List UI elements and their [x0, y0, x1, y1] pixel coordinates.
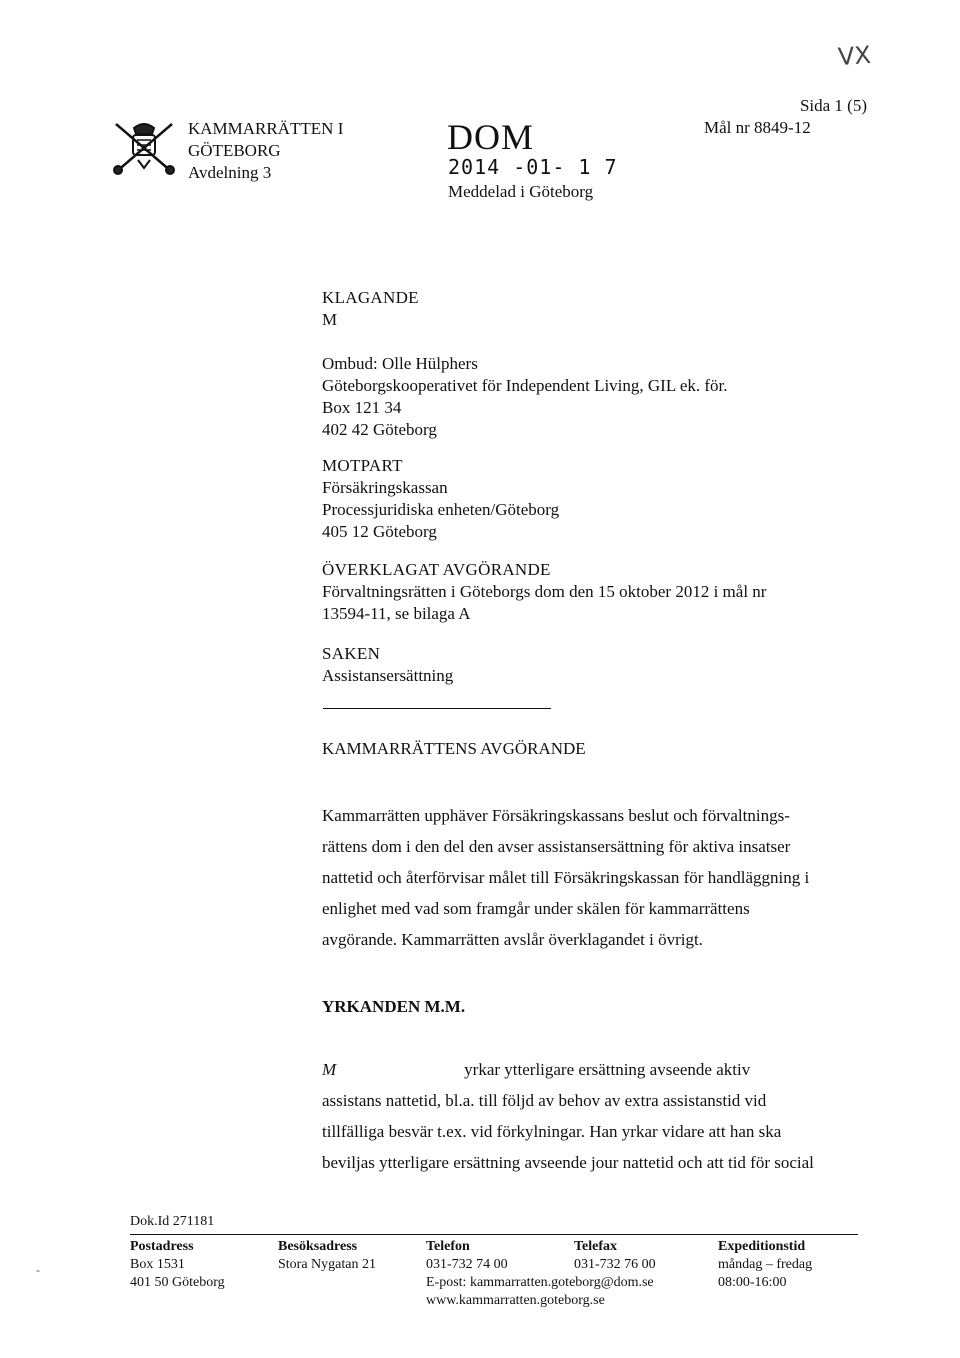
motpart-section	[322, 455, 559, 543]
klagande-section	[322, 287, 728, 441]
ombud-org: Göteborgskooperativet för Independent Living, GIL ek. för.	[322, 376, 728, 395]
court-line-1: KAMMARRÄTTEN I	[188, 119, 344, 138]
footer-rule	[130, 1234, 858, 1235]
paragraph-line	[322, 1054, 814, 1085]
document-id: Dok.Id 271181	[130, 1214, 215, 1229]
paragraph-line: enlighet med vad som framgår under skälen för kammarrättens	[322, 899, 750, 918]
footer-web[interactable]	[426, 1292, 654, 1308]
footer-line: 401 50 Göteborg	[130, 1275, 225, 1290]
paragraph-line: beviljas ytterligare ersättning avseende jour nattetid och att tid för social	[322, 1153, 814, 1172]
saken-section	[322, 643, 453, 687]
avgorande-paragraph	[322, 800, 809, 955]
margin-mark: -	[36, 1263, 40, 1277]
paragraph-line: nattetid och återförvisar målet till Försäkringskassan för handläggning i	[322, 868, 810, 887]
paragraph-line: rättens dom i den del den avser assistansersättning för aktiva insatser	[322, 837, 791, 856]
footer-line: 031-732 76 00	[574, 1257, 656, 1272]
court-division: Avdelning 3	[188, 163, 272, 182]
footer-hours-column	[718, 1238, 812, 1292]
overklagat-section	[322, 559, 766, 625]
footer-line: 031-732 74 00	[426, 1257, 508, 1272]
klagande-heading: KLAGANDE	[322, 288, 419, 307]
motpart-line: 405 12 Göteborg	[322, 522, 437, 541]
footer-email[interactable]: E-post: kammarratten.goteborg@dom.se	[426, 1275, 654, 1290]
court-emblem-icon	[108, 118, 180, 178]
avgorande-heading: KAMMARRÄTTENS AVGÖRANDE	[322, 739, 586, 758]
paragraph-line: Kammarrätten upphäver Försäkringskassans beslut och förvaltnings-	[322, 806, 790, 825]
ombud-postal: 402 42 Göteborg	[322, 420, 437, 439]
saken-text: Assistansersättning	[322, 666, 454, 685]
footer-fax-column	[574, 1238, 656, 1274]
footer-line: 08:00-16:00	[718, 1275, 787, 1290]
yrkanden-paragraph	[322, 1054, 814, 1178]
overklagat-line: 13594-11, se bilaga A	[322, 604, 471, 623]
ombud-box: Box 121 34	[322, 398, 402, 417]
paragraph-line: tillfälliga besvär t.ex. vid förkylningar. Han yrkar vidare att han ska	[322, 1122, 782, 1141]
footer-heading: Besöksadress	[278, 1239, 358, 1254]
motpart-line: Processjuridiska enheten/Göteborg	[322, 500, 560, 519]
overklagat-line: Förvaltningsrätten i Göteborgs dom den 15 oktober 2012 i mål nr	[322, 582, 767, 601]
paragraph-line: avgörande. Kammarrätten avslår överklagandet i övrigt.	[322, 930, 703, 949]
footer-heading: Telefax	[574, 1239, 618, 1254]
footer-line: måndag – fredag	[718, 1257, 813, 1272]
court-line-2: GÖTEBORG	[188, 141, 281, 160]
footer-heading: Telefon	[426, 1239, 470, 1254]
footer-line: Box 1531	[130, 1257, 185, 1272]
paragraph-line-rest: yrkar ytterligare ersättning avseende aktiv	[464, 1060, 751, 1079]
footer-heading: Postadress	[130, 1239, 194, 1254]
motpart-heading: MOTPART	[322, 456, 403, 475]
redacted-name-initial: M	[322, 1060, 337, 1079]
date-stamp: 2014 -01- 1 7	[448, 155, 618, 179]
page-indicator: Sida 1 (5)	[799, 96, 867, 115]
handwritten-mark: VX	[837, 40, 872, 72]
saken-heading: SAKEN	[322, 644, 381, 663]
paragraph-line: assistans nattetid, bl.a. till följd av behov av extra assistanstid vid	[322, 1091, 767, 1110]
motpart-line: Försäkringskassan	[322, 478, 448, 497]
footer-web-link[interactable]: www.kammarratten.goteborg.se	[426, 1293, 605, 1308]
yrkanden-heading: YRKANDEN M.M.	[322, 997, 466, 1016]
overklagat-heading: ÖVERKLAGAT AVGÖRANDE	[322, 560, 551, 579]
ombud-line: Ombud: Olle Hülphers	[322, 354, 478, 373]
footer-visit-column	[278, 1238, 376, 1274]
document-type-title: DOM	[447, 117, 535, 157]
case-number: Mål nr 8849-12	[704, 118, 811, 137]
issued-location: Meddelad i Göteborg	[448, 182, 594, 201]
footer-line: Stora Nygatan 21	[278, 1257, 376, 1272]
court-name-block	[188, 118, 343, 184]
section-divider	[323, 708, 551, 709]
footer-postal-column	[130, 1238, 225, 1292]
klagande-name: M	[322, 310, 338, 329]
footer-heading: Expeditionstid	[718, 1239, 806, 1254]
page-footer	[130, 1214, 858, 1308]
